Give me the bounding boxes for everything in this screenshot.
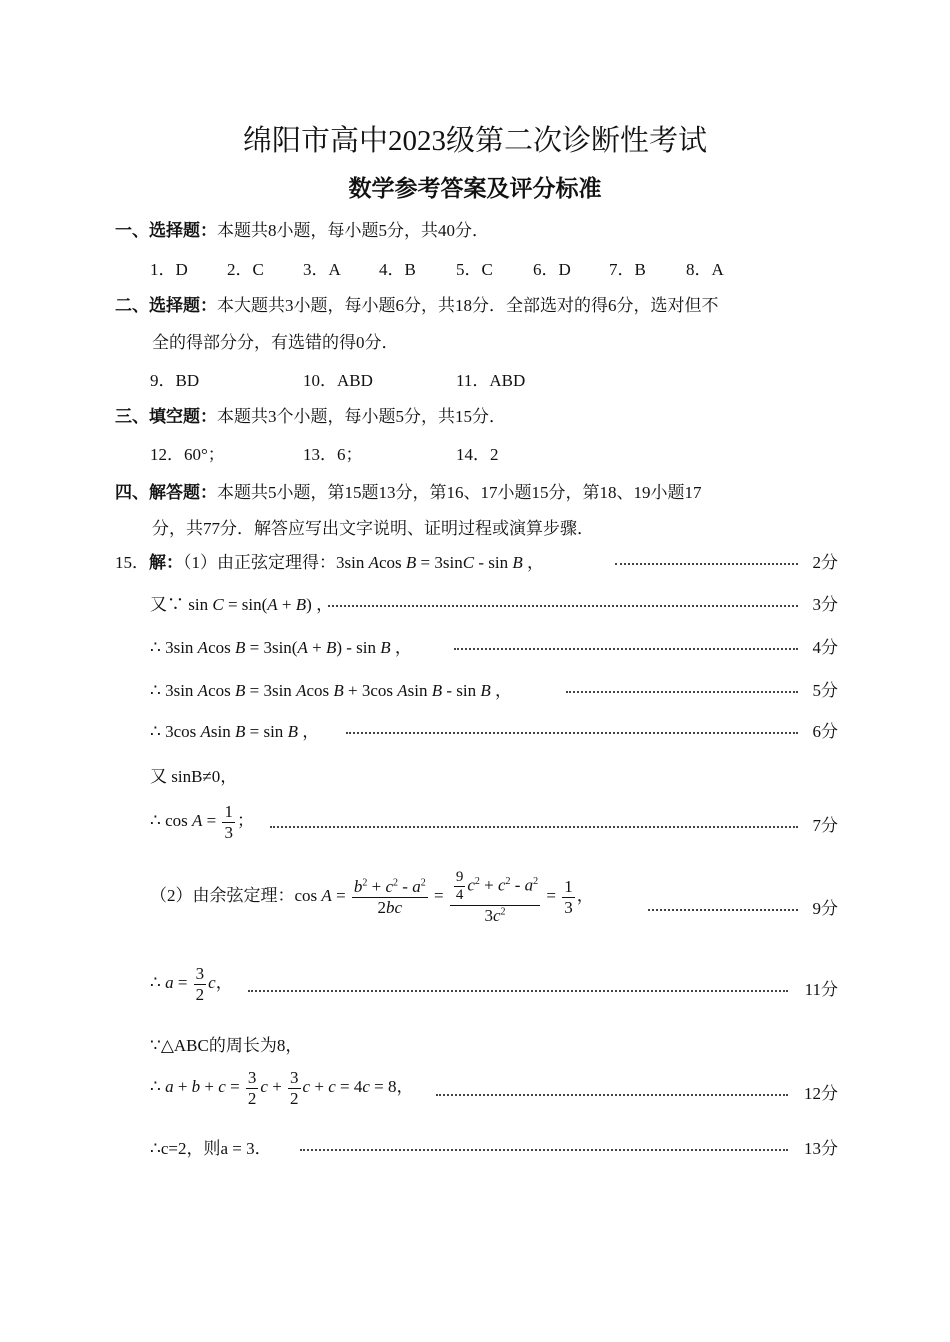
q15-sinb-note: 又 sinB≠0， [150,767,238,786]
section-1 [115,216,489,241]
answer-item: 13．6； [303,445,363,464]
score: 7分 [812,816,838,835]
score: 2分 [812,553,838,572]
document-title: 绵阳市高中2023级第二次诊断性考试 [242,125,707,157]
answer-item: 6．D [533,260,571,279]
q15-jie: 解： [149,553,183,572]
section-4-desc-line2: 分，共77分．解答应写出文字说明、证明过程或演算步骤． [152,519,594,538]
score: 3分 [812,595,838,614]
q15-step-1: 15．解：（1）由正弦定理得：3sin Acos B = 3sinC - sin B ， 2分 [115,549,838,577]
answer-item: 2．C [227,260,264,279]
q15-final-a: a = 3． [220,1139,272,1158]
q15-number: 15． [115,553,149,572]
answers-2 [150,366,750,390]
answer-item: 12．60°； [150,445,225,464]
document-subtitle: 数学参考答案及评分标准 [348,176,602,201]
answer-item: 4．B [379,260,416,279]
section-4-desc-line1: 本题共5小题，第15题13分，第16、17小题15分，第18、19小题17 [217,483,702,502]
section-2-desc-line1: 本大题共3小题，每小题6分，共18分．全部选对的得6分，选对但不 [217,296,719,315]
score: 4分 [812,638,838,657]
score: 9分 [812,899,838,918]
section-2-desc-line2: 全的得部分分，有选错的得0分． [152,333,399,352]
score: 13分 [804,1139,838,1158]
q15-step-5: ∴ 3cos Asin B = sin B ， 6分 [150,718,838,746]
section-3-desc: 本题共3个小题，每小题5分，共15分． [217,407,506,426]
q15-step-6: ∴ cos A = $\frac{1}{3}$ ； 7分 [150,802,838,842]
answers-3 [150,440,750,464]
answer-item: 9．BD [150,371,200,390]
q15-step-10 [150,1135,838,1163]
answer-item: 1．D [150,260,188,279]
q15-step-2: 又∵ sin C = sin(A + B) ， 3分 [150,591,838,619]
section-2 [115,291,719,316]
section-1-desc: 本题共8小题，每小题5分，共40分． [217,221,489,240]
answer-item: 3．A [303,260,341,279]
section-1-label: 一、选择题： [115,221,217,240]
section-3-label: 三、填空题： [115,407,217,426]
q15-final-c: ∴c=2，则 [150,1139,221,1158]
answer-item: 14．2 [456,445,499,464]
q15-step-3: ∴ 3sin Acos B = 3sin(A + B) - sin B ， 4分 [150,634,838,662]
q15-step-7: （2）由余弦定理：cos A = $\frac{b^2 + c^2 - a^2}{2bc}$ = $\frac{9}{4}$ $c^2 + c^2 - a^2$ $3c^2$ = $\frac{1}{3}$ ， 9分 [150,869,838,925]
section-3 [115,402,506,427]
q15-part2-intro: （2）由余弦定理： [150,885,295,905]
answers-1 [150,255,750,279]
q15-step-8: ∴ a = $\frac{3}{2}$ c， 11分 [150,964,838,1004]
section-4 [115,478,702,503]
q15-part1-intro: （1）由正弦定理得： [183,553,336,572]
score: 12分 [804,1084,838,1103]
answer-item: 8．A [686,260,724,279]
section-4-label: 四、解答题： [115,483,217,502]
answer-item: 10．ABD [303,371,373,390]
score: 11分 [804,980,838,999]
section-2-label: 二、选择题： [115,296,217,315]
score: 5分 [812,681,838,700]
score: 6分 [812,722,838,741]
q15-step-4: ∴ 3sin Acos B = 3sin Acos B + 3cos Asin B - sin B ， 5分 [150,677,838,705]
q15-perimeter-note: ∵△ABC的周长为8， [150,1036,303,1055]
answer-item: 7．B [609,260,646,279]
answer-item: 5．C [456,260,493,279]
answer-item: 11．ABD [456,371,526,390]
q15-step-9: ∴ a + b + c = $\frac{3}{2}$ c + $\frac{3}{2}$ c + c = 4c = 8， 12分 [150,1068,838,1108]
